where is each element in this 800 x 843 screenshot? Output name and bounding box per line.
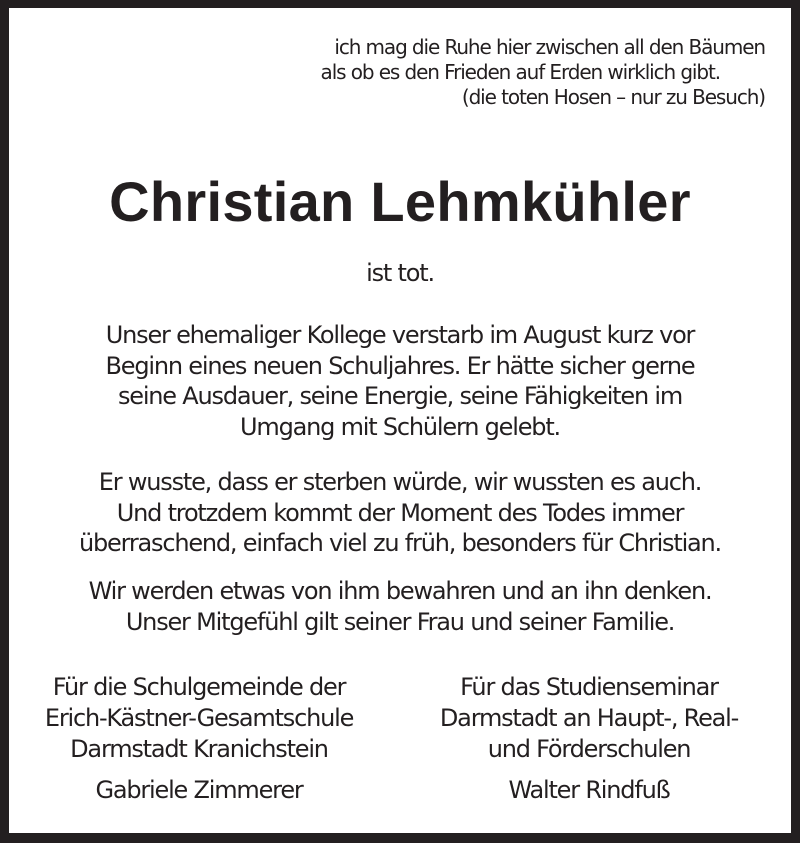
signature-line: Für das Studienseminar [460,673,718,701]
signature-line: Darmstadt an Haupt-, Real- [439,704,739,732]
quote-attribution: (die toten Hosen – nur zu Besuch) [461,85,765,109]
paragraph-line: seine Ausdauer, seine Energie, seine Fähigkeiten im [117,382,683,410]
quote-line: ich mag die Ruhe hier zwischen all den Bäumen [334,35,765,59]
epigraph-quote [321,35,765,110]
signature-line: Erich-Kästner-Gesamtschule [44,704,354,732]
signature-block-seminar [393,672,785,806]
paragraph-farewell [9,467,791,559]
quote-line: als ob es den Frieden auf Erden wirklich gibt. [320,60,720,84]
death-announcement: ist tot. [366,259,434,287]
obituary-notice [9,8,791,833]
paragraph-line: Unser Mitgefühl gilt seiner Frau und seiner Familie. [125,607,675,636]
paragraph-line: Beginn eines neuen Schuljahres. Er hätte sicher gerne [105,351,695,380]
signature-line: Für die Schulgemeinde der [52,673,346,701]
paragraph-condolence [9,576,791,637]
paragraph-line: überraschend, einfach viel zu früh, besonders für Christian. [78,529,721,557]
paragraph-line: Er wusste, dass er sterben würde, wir wussten es auch. [98,468,702,496]
signatory-name: Gabriele Zimmerer [95,776,303,804]
paragraph-tribute [9,320,791,442]
deceased-name: Christian Lehmkühler [109,170,691,233]
signature-line: Darmstadt Kranichstein [70,735,328,763]
paragraph-line: Unser ehemaliger Kollege verstarb im August kurz vor [105,321,695,349]
paragraph-line: Wir werden etwas von ihm bewahren und an ihn denken. [88,577,712,605]
signature-line: und Förderschulen [487,735,691,763]
signatory-name: Walter Rindfuß [508,776,670,804]
paragraph-line: Und trotzdem kommt der Moment des Todes immer [116,498,684,527]
paragraph-line: Umgang mit Schülern gelebt. [240,412,560,441]
signature-block-school [9,672,389,806]
